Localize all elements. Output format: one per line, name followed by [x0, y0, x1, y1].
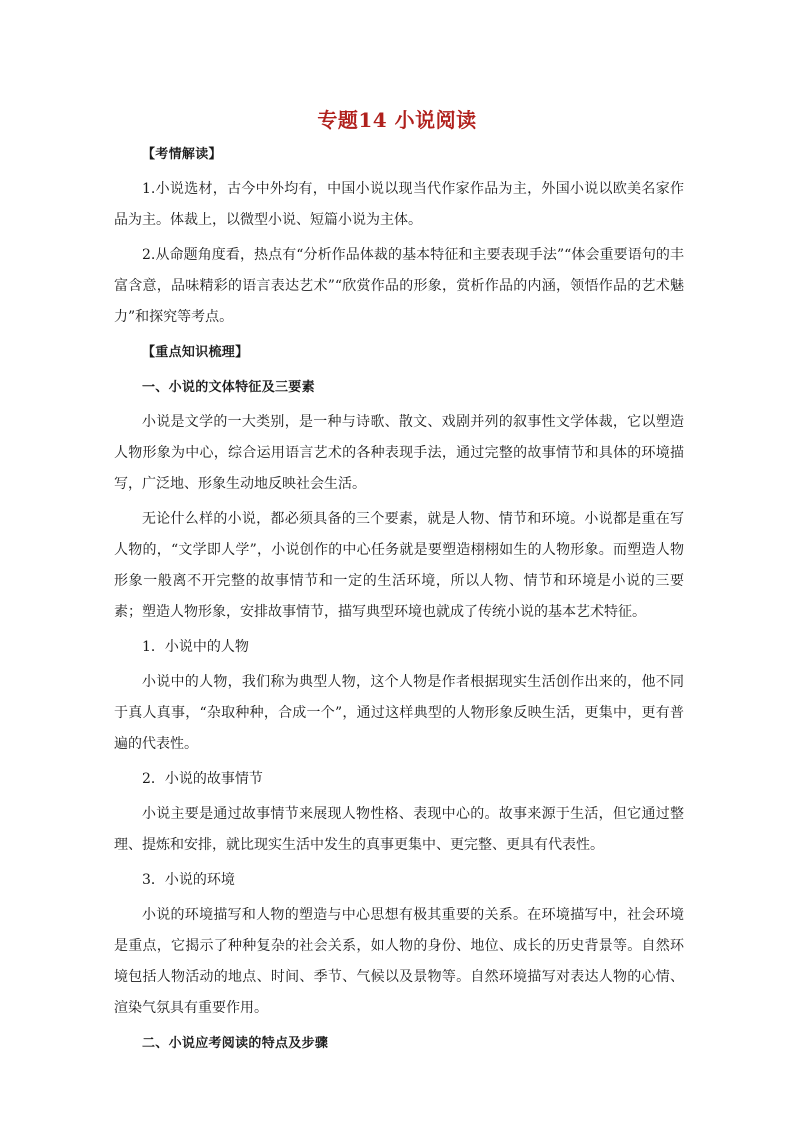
subsection-1-paragraph: 小说中的人物，我们称为典型人物，这个人物是作者根据现实生活创作出来的，他不同于真人真事，“杂取种种，合成一个”，通过这样典型的人物形象反映生活，更集中，更有普遍的代表性。	[114, 674, 684, 752]
section-heading-kaoqing: 【考情解读】	[142, 147, 222, 162]
page-title: 专题14 小说阅读	[317, 108, 477, 132]
subsection-2-heading: 2．小说的故事情节	[142, 771, 263, 787]
part-1-paragraph-2: 无论什么样的小说，都必须具备的三个要素，就是人物、情节和环境。小说都是重在写人物的，“文学即人学”，小说创作的中心任务就是要塑造栩栩如生的人物形象。而塑造人物形象一般离不开完整的故事情节和一定的生活环境，所以人物、情节和环境是小说的三要素；塑造人物形象，安排故事情节，描写典型环境也就成了传统小说的基本艺术特征。	[114, 511, 684, 620]
part-2-heading: 二、小说应考阅读的特点及步骤	[142, 1036, 329, 1051]
kaoqing-paragraph-2: 2.从命题角度看，热点有“分析作品体裁的基本特征和主要表现手法”“体会重要语句的丰富含意，品味精彩的语言表达艺术”“欣赏作品的形象，赏析作品的内涵，领悟作品的艺术魅力”和探究等考点。	[114, 247, 684, 325]
kaoqing-paragraph-1: 1.小说选材，古今中外均有，中国小说以现当代作家作品为主，外国小说以欧美名家作品为主。体裁上，以微型小说、短篇小说为主体。	[114, 181, 684, 228]
part-1-paragraph-1: 小说是文学的一大类别，是一种与诗歌、散文、戏剧并列的叙事性文学体裁，它以塑造人物形象为中心，综合运用语言艺术的各种表现手法，通过完整的故事情节和具体的环境描写，广泛地、形象生动地反映社会生活。	[114, 414, 684, 492]
part-1-heading: 一、小说的文体特征及三要素	[142, 380, 315, 395]
subsection-2-paragraph: 小说主要是通过故事情节来展现人物性格、表现中心的。故事来源于生活，但它通过整理、提炼和安排，就比现实生活中发生的真事更集中、更完整、更具有代表性。	[114, 806, 684, 853]
subsection-3-paragraph: 小说的环境描写和人物的塑造与中心思想有极其重要的关系。在环境描写中，社会环境是重点，它揭示了种种复杂的社会关系，如人物的身份、地位、成长的历史背景等。自然环境包括人物活动的地点、时间、季节、气候以及景物等。自然环境描写对表达人物的心情、渲染气氛具有重要作用。	[114, 907, 684, 1016]
document-body	[114, 139, 684, 1059]
subsection-3-heading: 3．小说的环境	[142, 872, 235, 888]
subsection-1-heading: 1．小说中的人物	[142, 639, 249, 655]
section-heading-zhongdian: 【重点知识梳理】	[142, 345, 249, 360]
